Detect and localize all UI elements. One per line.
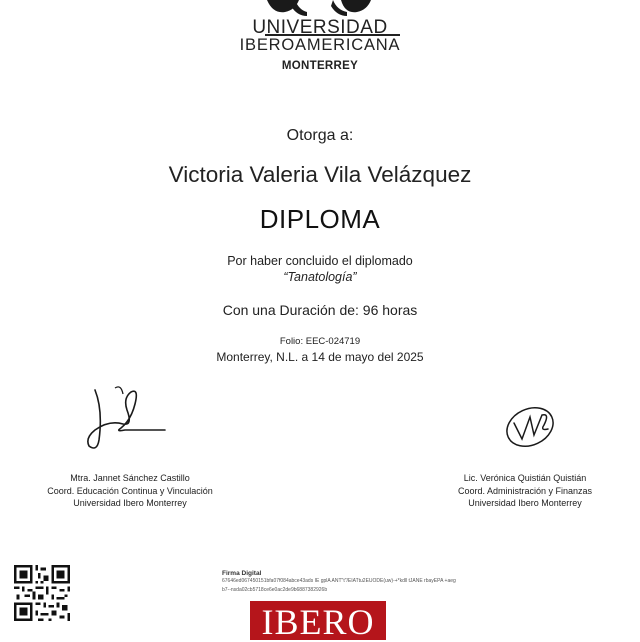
signatory-left-role: Coord. Educación Continua y Vinculación: [47, 485, 213, 496]
program-name: “Tanatología”: [283, 270, 357, 284]
signatory-right-name: Lic. Verónica Quistián Quistián: [463, 473, 587, 483]
qr-code-icon: [14, 565, 70, 621]
signatory-right-institution: Universidad Ibero Monterrey: [468, 498, 582, 508]
university-name-line2: IBEROAMERICANA: [239, 36, 401, 54]
place-and-date: Monterrey, N.L. a 14 de mayo del 2025: [216, 350, 424, 364]
folio-number: Folio: EEC-024719: [279, 336, 361, 347]
course-duration: Con una Duración de: 96 horas: [222, 302, 418, 318]
document-title: DIPLOMA: [259, 204, 381, 234]
signatory-right: [420, 472, 630, 510]
ibero-logo: IBERO: [261, 602, 375, 642]
digital-signature-hash-line2: b7--nsda02cb5718ce6e0ac2de9b6887382926b: [222, 587, 328, 593]
signature-right: [500, 395, 560, 455]
digital-signature-hash-line1: 67646ed067450151bfa07f084abce43ads IE gplA ANT"t"/EIATtu2EUODE(uw)-+*kdll tJANE rbayEPA +aeg: [222, 578, 456, 584]
completion-statement: Por haber concluido el diplomado: [227, 254, 413, 268]
granted-to-label: Otorga a:: [286, 127, 354, 144]
campus-name: MONTERREY: [281, 60, 359, 72]
signatory-left-institution: Universidad Ibero Monterrey: [73, 498, 187, 508]
digital-signature-label: Firma Digital: [222, 570, 262, 577]
signature-left: [75, 380, 175, 460]
signatory-left-name: Mtra. Jannet Sánchez Castillo: [70, 473, 190, 483]
recipient-name: Victoria Valeria Vila Velázquez: [168, 162, 472, 187]
university-crest-icon: [255, 0, 385, 18]
signatory-left: [10, 472, 250, 510]
university-name-line1: UNIVERSIDAD: [252, 17, 388, 38]
signatory-right-role: Coord. Administración y Finanzas: [457, 485, 593, 496]
